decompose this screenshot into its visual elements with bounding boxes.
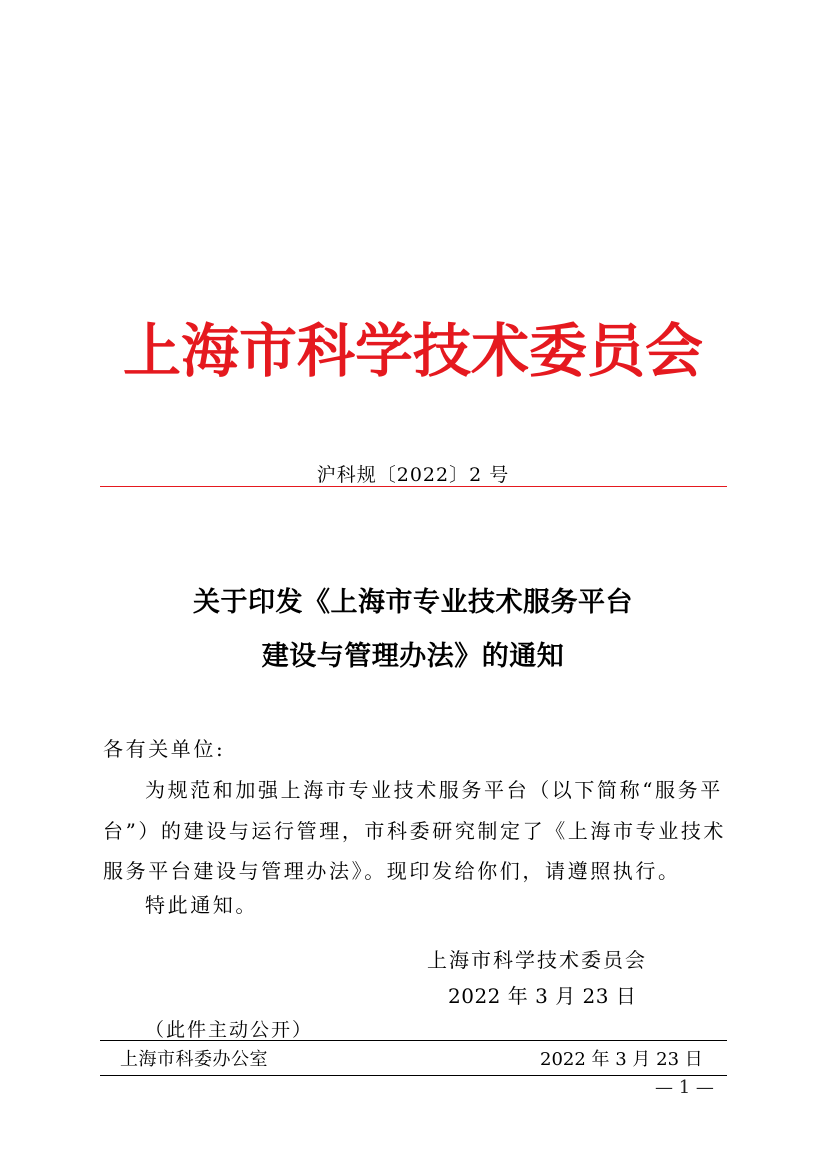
signature-organization: 上海市科学技术委员会 — [427, 948, 647, 972]
red-separator-line — [100, 486, 727, 487]
footer-top-rule — [100, 1040, 727, 1041]
notice-title-line-2: 建设与管理办法》的通知 — [261, 641, 565, 672]
footer-issuer: 上海市科委办公室 — [120, 1049, 268, 1070]
disclosure-note: （此件主动公开） — [145, 1019, 314, 1041]
issuing-organization-header: 上海市科学技术委员会 — [122, 317, 703, 385]
body-paragraph-line-2: 台”）的建设与运行管理，市科委研究制定了《上海市专业技术 — [103, 819, 727, 843]
notice-title-line-1: 关于印发《上海市专业技术服务平台 — [193, 587, 633, 618]
footer-bottom-rule — [100, 1075, 727, 1076]
page-number: — 1 — — [655, 1077, 714, 1098]
document-number: 沪科规〔2022〕2 号 — [316, 464, 510, 486]
body-paragraph-line-3: 服务平台建设与管理办法》。现印发给你们，请遵照执行。 — [103, 859, 681, 883]
salutation: 各有关单位: — [103, 737, 226, 761]
signature-date: 2022 年 3 月 23 日 — [448, 984, 637, 1008]
closing-remark: 特此通知。 — [145, 893, 258, 917]
body-paragraph-line-1: 为规范和加强上海市专业技术服务平台（以下简称“服务平 — [145, 778, 723, 802]
footer-date: 2022 年 3 月 23 日 — [540, 1049, 703, 1070]
